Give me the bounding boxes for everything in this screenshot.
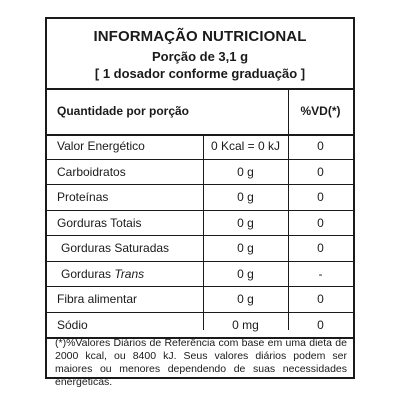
nutrient-daily-value: 0 [317, 292, 324, 306]
nutrient-amount: 0 g [237, 164, 254, 179]
nutrient-amount: 0 mg [232, 317, 259, 332]
table-row [47, 185, 353, 211]
nutrient-name-italic: Trans [114, 266, 145, 281]
nutrient-amount: 0 g [237, 292, 254, 306]
nutrient-name: Proteínas [57, 190, 109, 204]
table-row [47, 313, 353, 340]
nutrient-daily-value: 0 [317, 190, 324, 204]
nutrient-name-main: Gorduras [61, 266, 112, 281]
table-row [47, 134, 353, 160]
nutrient-daily-value: 0 [317, 164, 324, 179]
nutrient-daily-value: 0 [317, 241, 324, 255]
label-header [47, 19, 353, 90]
nutrient-table [47, 134, 353, 339]
nutrient-daily-value: 0 [317, 139, 324, 153]
nutrient-name: Gorduras Totais [57, 215, 142, 230]
nutrient-name: Gorduras Saturadas [61, 241, 170, 255]
nutrient-name: Sódio [57, 317, 88, 332]
nutrient-name: Carboidratos [57, 164, 126, 179]
column-header-quantity: Quantidade por porção [57, 104, 190, 118]
label-title: INFORMAÇÃO NUTRICIONAL [93, 28, 307, 45]
nutrient-amount: 0 g [237, 241, 254, 255]
column-header-row [47, 88, 353, 136]
nutrient-name [61, 262, 144, 286]
nutrient-amount: 0 Kcal = 0 kJ [210, 139, 281, 153]
table-row [47, 262, 353, 288]
nutrient-name: Valor Energético [57, 139, 145, 153]
nutrient-amount: 0 g [237, 190, 254, 204]
nutrient-daily-value: - [318, 266, 323, 281]
nutrient-daily-value: 0 [317, 317, 324, 332]
column-header-daily-value: %VD(*) [300, 104, 341, 118]
table-row [47, 236, 353, 262]
nutrient-name: Fibra alimentar [57, 292, 138, 306]
table-row [47, 211, 353, 237]
serving-size: Porção de 3,1 g [151, 49, 249, 64]
nutrient-amount: 0 g [237, 266, 254, 281]
table-row [47, 287, 353, 313]
nutrient-amount: 0 g [237, 215, 254, 230]
nutrition-facts-label [45, 17, 355, 388]
nutrient-daily-value: 0 [317, 215, 324, 230]
serving-note: [ 1 dosador conforme graduação ] [94, 66, 306, 81]
table-row [47, 160, 353, 186]
daily-value-footnote: (*)%Valores Diários de Referência com base em uma dieta de 2000 kcal, ou 8400 kJ. Seus valores diários podem ser maiores ou menores dependendo de suas necessidades energéticas. [55, 337, 347, 388]
